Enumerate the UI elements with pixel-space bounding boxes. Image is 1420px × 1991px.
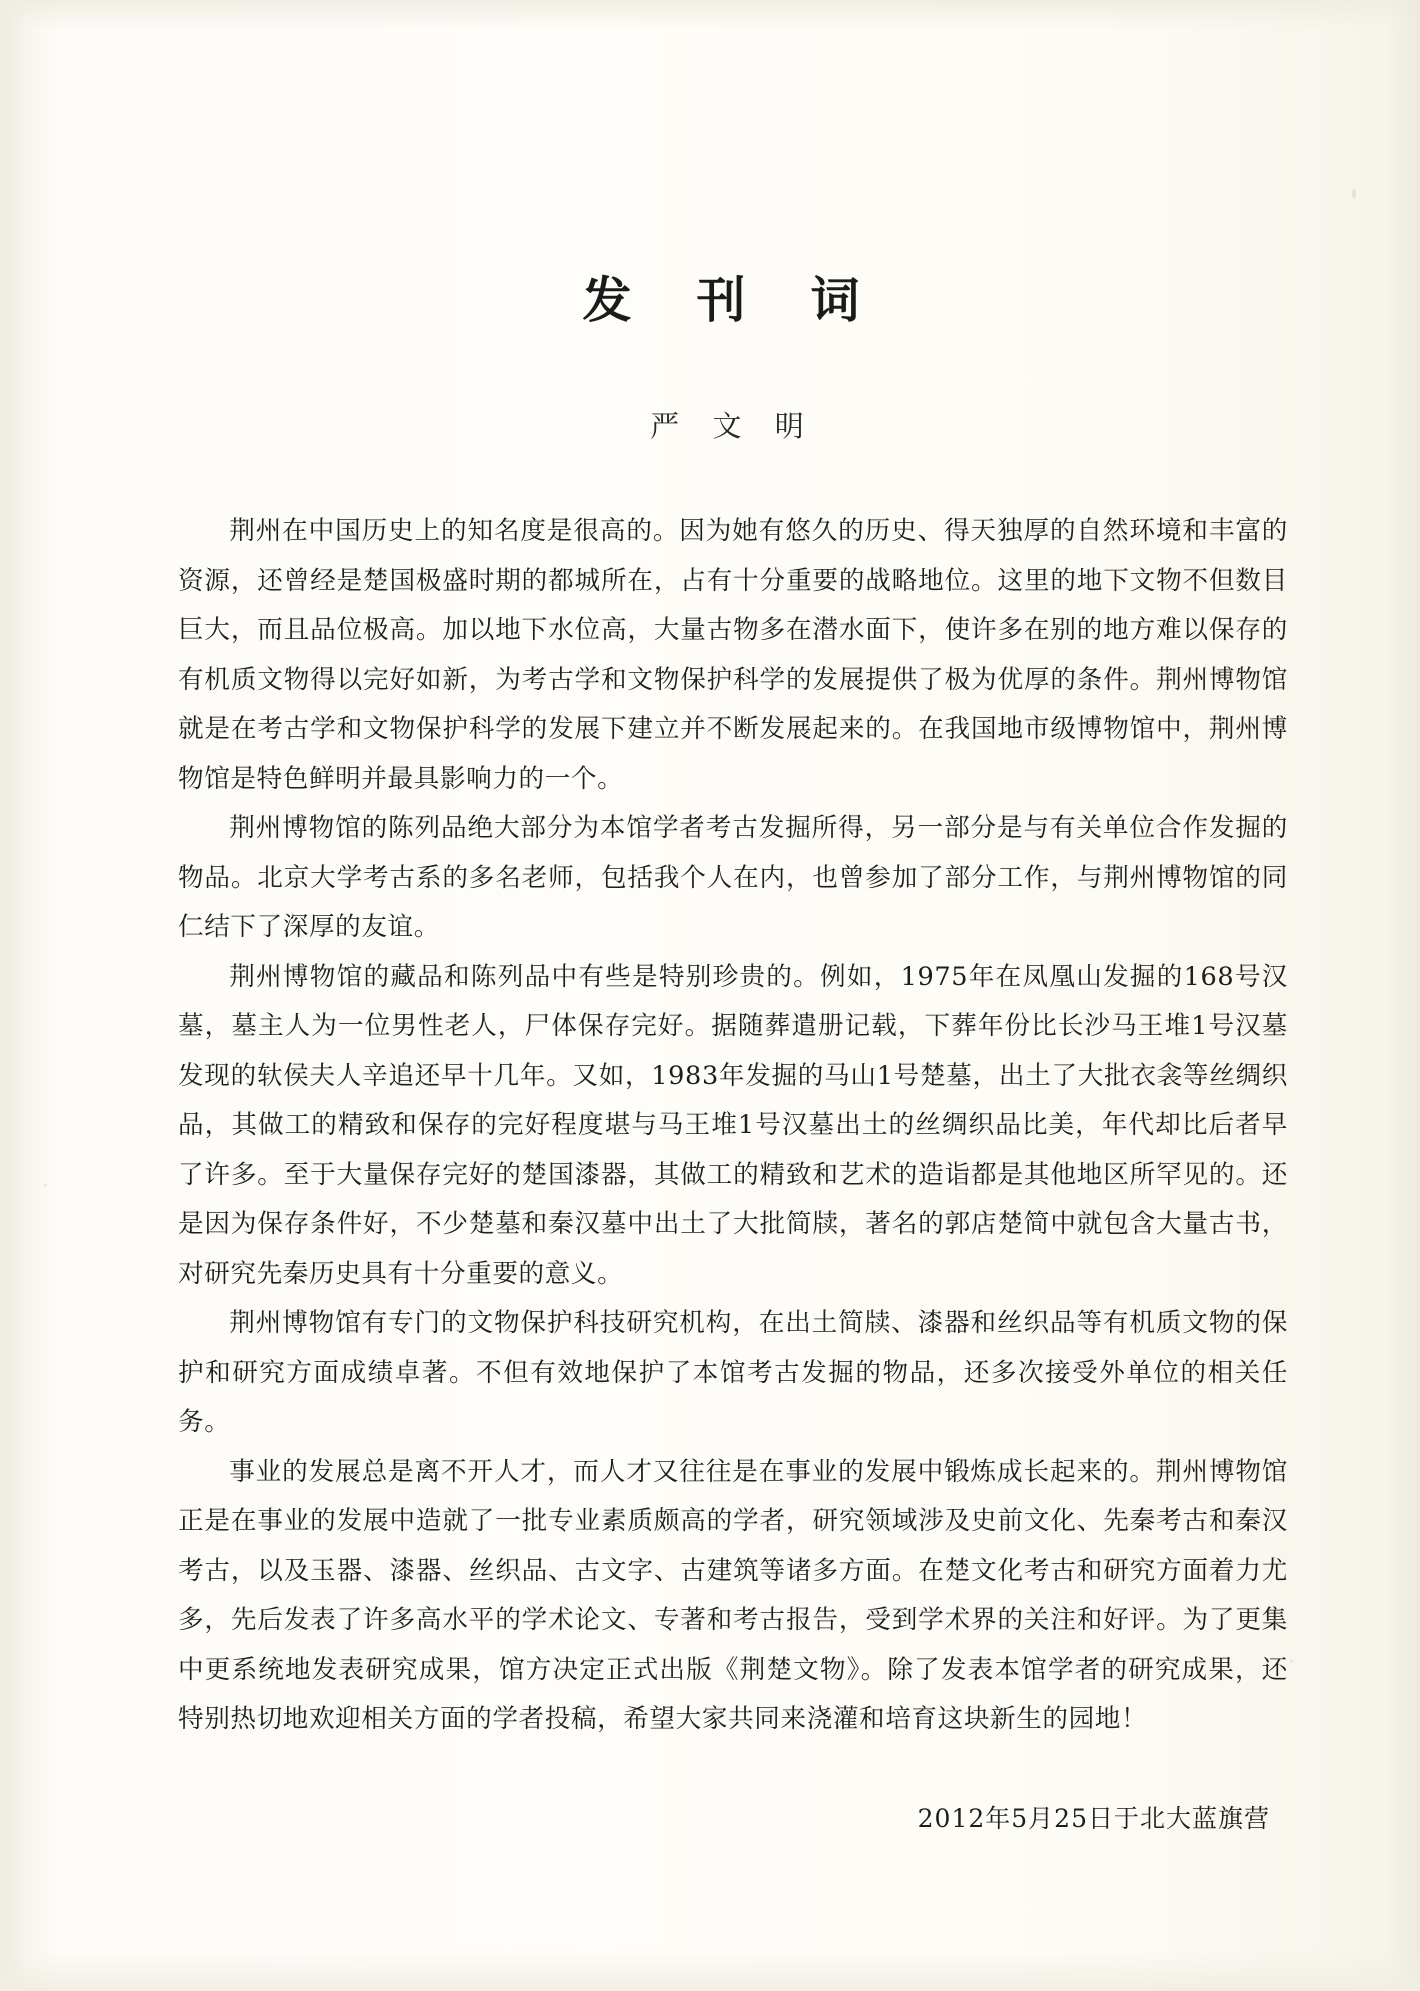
document-content: [178, 0, 1288, 1835]
page-title: 发 刊 词: [582, 271, 884, 329]
paragraph-5: 事业的发展总是离不开人才，而人才又往往是在事业的发展中锻炼成长起来的。荆州博物馆正是在事业的发展中造就了一批专业素质颇高的学者，研究领域涉及史前文化、先秦考古和秦汉考古，以及玉器、漆器、丝织品、古文字、古建筑等诸多方面。在楚文化考古和研究方面着力尤多，先后发表了许多高水平的学术论文、专著和考古报告，受到学术界的关注和好评。为了更集中更系统地发表研究成果，馆方决定正式出版《荆楚文物》。除了发表本馆学者的研究成果，还特别热切地欢迎相关方面的学者投稿，希望大家共同来浇灌和培育这块新生的园地！: [178, 1456, 1288, 1734]
page-edge-right-shadow: [1386, 0, 1420, 1991]
scan-speck: [1290, 1660, 1293, 1663]
body-text: [178, 445, 1288, 1745]
page-edge-bottom-shadow: [0, 1951, 1420, 1991]
scan-speck: [44, 1184, 47, 1187]
signature-date: 2012年5月25日于北大蓝旗营: [917, 1803, 1270, 1833]
scan-speck: [1352, 188, 1356, 199]
paragraph-4: 荆州博物馆有专门的文物保护科技研究机构，在出土简牍、漆器和丝织品等有机质文物的保护和研究方面成绩卓著。不但有效地保护了本馆考古发掘的物品，还多次接受外单位的相关任务。: [178, 1308, 1288, 1437]
author-name: 严 文 明: [650, 409, 816, 443]
paragraph-2: 荆州博物馆的陈列品绝大部分为本馆学者考古发掘所得，另一部分是与有关单位合作发掘的物品。北京大学考古系的多名老师，包括我个人在内，也曾参加了部分工作，与荆州博物馆的同仁结下了深厚的友谊。: [178, 813, 1288, 942]
paragraph-3: 荆州博物馆的藏品和陈列品中有些是特别珍贵的。例如，1975年在凤凰山发掘的168号汉墓，墓主人为一位男性老人，尸体保存完好。据随葬遣册记载，下葬年份比长沙马王堆1号汉墓发现的轪侯夫人辛追还早十几年。又如，1983年发掘的马山1号楚墓，出土了大批衣衾等丝绸织品，其做工的精致和保存的完好程度堪与马王堆1号汉墓出土的丝绸织品比美，年代却比后者早了许多。至于大量保存完好的楚国漆器，其做工的精致和艺术的造诣都是其他地区所罕见的。还是因为保存条件好，不少楚墓和秦汉墓中出土了大批简牍，著名的郭店楚简中就包含大量古书，对研究先秦历史具有十分重要的意义。: [178, 961, 1288, 1289]
paragraph-1: 荆州在中国历史上的知名度是很高的。因为她有悠久的历史、得天独厚的自然环境和丰富的资源，还曾经是楚国极盛时期的都城所在，占有十分重要的战略地位。这里的地下文物不但数目巨大，而且品位极高。加以地下水位高，大量古物多在潜水面下，使许多在别的地方难以保存的有机质文物得以完好如新，为考古学和文物保护科学的发展提供了极为优厚的条件。荆州博物馆就是在考古学和文物保护科学的发展下建立并不断发展起来的。在我国地市级博物馆中，荆州博物馆是特色鲜明并最具影响力的一个。: [178, 516, 1288, 794]
page-edge-left-shadow: [0, 0, 26, 1991]
